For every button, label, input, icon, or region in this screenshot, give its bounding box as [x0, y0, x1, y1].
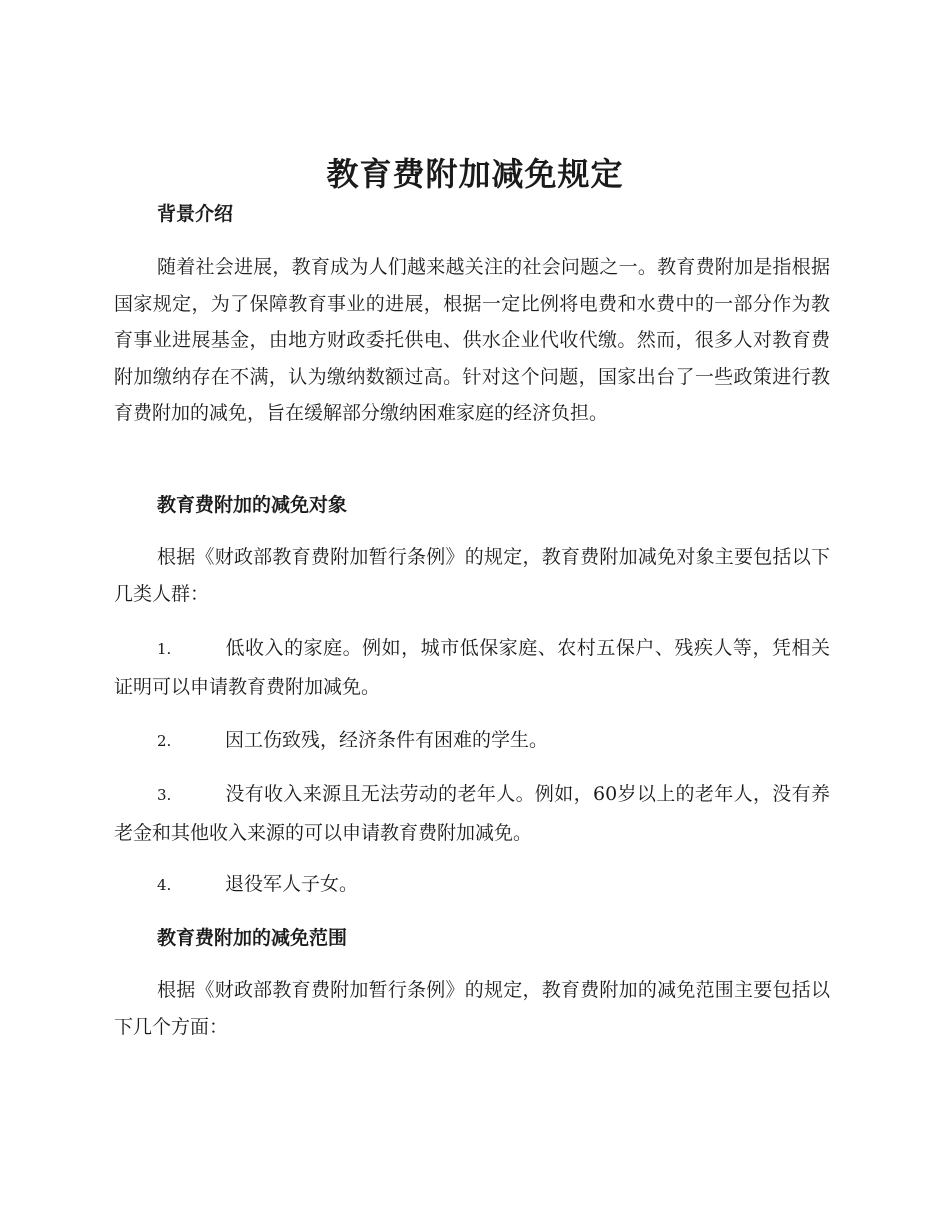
list-item [114, 775, 830, 852]
section-heading-background: 背景介绍 [157, 203, 234, 225]
list-item-number: 2. [157, 732, 172, 750]
section-heading-exemption-targets: 教育费附加的减免对象 [157, 494, 348, 516]
list-item-number: 4. [157, 876, 172, 894]
exemption-targets-intro: 根据《财政部教育费附加暂行条例》的规定，教育费附加减免对象主要包括以下几类人群： [114, 546, 830, 605]
list-item-text: 低收入的家庭。例如，城市低保家庭、农村五保户、残疾人等，凭相关证明可以申请教育费附加减免。 [114, 637, 830, 698]
list-item [114, 865, 830, 904]
list-item-number: 3. [157, 786, 172, 804]
list-item [114, 721, 830, 760]
list-item [114, 629, 830, 706]
list-item-text: 因工伤致残，经济条件有困难的学生。 [225, 729, 549, 751]
section-heading-exemption-scope: 教育费附加的减免范围 [157, 927, 348, 949]
background-paragraph: 随着社会进展，教育成为人们越来越关注的社会问题之一。教育费附加是指根据国家规定，为了保障教育事业的进展，根据一定比例将电费和水费中的一部分作为教育事业进展基金，由地方财政委托供电、供水企业代收代缴。然而，很多人对教育费附加缴纳存在不满，认为缴纳数额过高。针对这个问题，国家出台了一些政策进行教育费附加的减免，旨在缓解部分缴纳困难家庭的经济负担。 [114, 256, 830, 424]
list-item-number: 1. [157, 640, 172, 658]
list-item-text: 退役军人子女。 [225, 873, 359, 895]
exemption-scope-intro: 根据《财政部教育费附加暂行条例》的规定，教育费附加的减免范围主要包括以下几个方面： [114, 979, 830, 1038]
document-title: 教育费附加减免规定 [326, 155, 624, 193]
list-item-text: 没有收入来源且无法劳动的老年人。例如，60岁以上的老年人，没有养老金和其他收入来源的可以申请教育费附加减免。 [114, 783, 830, 844]
